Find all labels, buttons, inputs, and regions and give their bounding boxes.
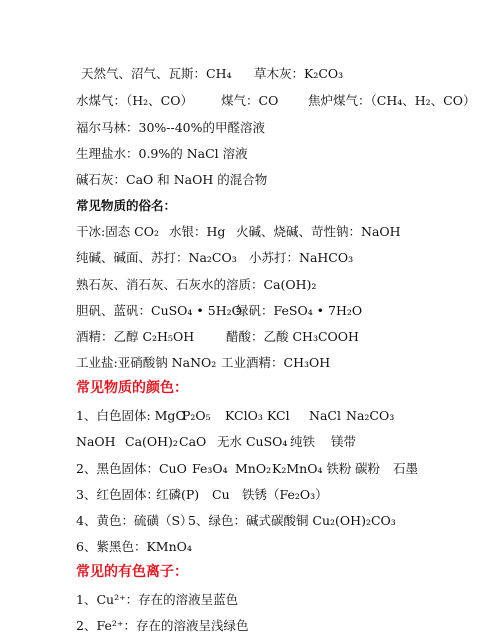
industrial-salt-text: 工业盐:亚硝酸钠 NaNO₂ bbox=[76, 355, 217, 370]
green-item: 5、绿色：碱式碳酸铜 Cu₂(OH)₂CO₃ bbox=[188, 513, 396, 528]
yellow-item: 4、黄色：硫磺（S） bbox=[76, 513, 193, 528]
green-vitriol-text: 绿矾：FeSO₄ • 7H₂O bbox=[236, 303, 363, 318]
saline-text: 生理盐水：0.9%的 NaCl 溶液 bbox=[76, 146, 248, 161]
black-solid-item: Fe₃O₄ bbox=[192, 461, 228, 476]
white-solid-item: Ca(OH)₂ bbox=[125, 434, 178, 449]
black-solid-item: MnO₂ bbox=[235, 461, 272, 476]
white-solid-item: CaO bbox=[179, 434, 207, 449]
heading-text: 常见物质的颜色： bbox=[76, 380, 188, 396]
natural-gas-text: 天然气、沼气、瓦斯：CH₄ bbox=[81, 66, 232, 81]
caustic-soda-text: 火碱、烧碱、苛性钠：NaOH bbox=[236, 224, 401, 239]
heading-text: 常见的有色离子： bbox=[76, 564, 188, 580]
black-solid-item: 2、黑色固体：CuO bbox=[76, 461, 187, 476]
baking-soda-text: 小苏打：NaHCO₃ bbox=[249, 250, 354, 265]
coal-gas-text: 煤气：CO bbox=[221, 93, 279, 108]
soda-ash-text: 纯碱、碱面、苏打：Na₂CO₃ bbox=[76, 250, 237, 265]
coke-oven-gas-text: 焦炉煤气：（CH₄、H₂、CO） bbox=[308, 93, 476, 108]
soda-lime-text: 碱石灰：CaO 和 NaOH 的混合物 bbox=[76, 172, 268, 187]
white-solid-item: 纯铁 bbox=[290, 434, 316, 449]
red-solid-item: 3、红色固体： bbox=[76, 487, 159, 502]
white-solid-item: KClO₃ bbox=[225, 408, 263, 423]
mercury-text: 水银：Hg bbox=[169, 224, 226, 239]
black-solid-item: K₂MnO₄ 铁粉 bbox=[272, 461, 352, 476]
ferrous-ion-text: 2、Fe²⁺：存在的溶液呈浅绿色 bbox=[76, 618, 249, 633]
copper-ion-text: 1、Cu²⁺：存在的溶液呈蓝色 bbox=[76, 592, 239, 607]
industrial-alcohol-text: 工业酒精：CH₃OH bbox=[221, 355, 331, 370]
heading-text: 常见物质的俗名： bbox=[76, 198, 177, 213]
red-solid-item: 铁锈（Fe₂O₃） bbox=[242, 487, 328, 502]
white-solid-item: Na₂CO₃ bbox=[346, 408, 395, 423]
white-solid-item: 1、白色固体: MgO bbox=[76, 408, 186, 423]
water-gas-text: 水煤气：（H₂、CO） bbox=[76, 93, 193, 108]
potash-text: 草木灰：K₂CO₃ bbox=[254, 66, 344, 81]
formalin-text: 福尔马林：30%--40%的甲醛溶液 bbox=[76, 120, 266, 135]
acetic-acid-text: 醋酸：乙酸 CH₃COOH bbox=[226, 329, 359, 344]
white-solid-item: NaOH bbox=[76, 434, 116, 449]
white-solid-item: 镁带 bbox=[331, 434, 357, 449]
black-solid-item: 碳粉 bbox=[355, 461, 381, 476]
white-solid-item: NaCl bbox=[309, 408, 341, 423]
purple-black-item: 6、紫黑色：KMnO₄ bbox=[76, 539, 192, 554]
white-solid-item: KCl bbox=[267, 408, 290, 423]
ethanol-text: 酒精：乙醇 C₂H₅OH bbox=[76, 329, 195, 344]
white-solid-item: P₂O₅ bbox=[182, 408, 211, 423]
slaked-lime-text: 熟石灰、消石灰、石灰水的溶质：Ca(OH)₂ bbox=[76, 277, 317, 292]
red-solid-item: Cu bbox=[212, 487, 230, 502]
white-solid-item: 无水 CuSO₄ bbox=[217, 434, 288, 449]
red-solid-item: 红磷(P) bbox=[156, 487, 200, 502]
blue-vitriol-text: 胆矾、蓝矾：CuSO₄ • 5H₂O bbox=[76, 303, 242, 318]
black-solid-item: 石墨 bbox=[393, 461, 419, 476]
dry-ice-text: 干冰:固态 CO₂ bbox=[76, 224, 160, 239]
